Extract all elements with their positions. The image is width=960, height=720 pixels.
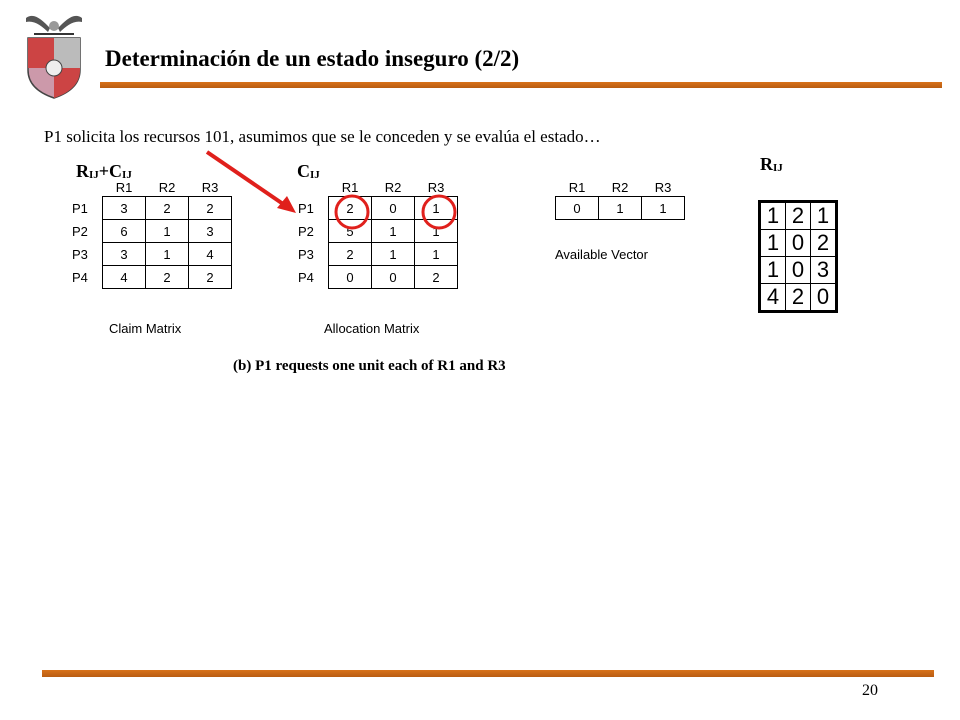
row-header: P2 [298,223,314,239]
row-header: P3 [298,246,314,262]
matrix-cell: 1 [760,230,786,257]
allocation-col-header: R2 [384,179,402,195]
arrow-head-icon [277,196,296,213]
row-header: P1 [298,200,314,216]
claim-label-c-sub: IJ [122,169,132,181]
matrix-cell: 2 [811,230,837,257]
matrix-cell: 1 [811,202,837,230]
row-header: P4 [72,269,88,285]
matrix-cell: 2 [146,266,189,289]
matrix-cell: 0 [786,230,811,257]
page-number: 20 [862,682,878,699]
matrix-cell: 1 [372,220,415,243]
claim-col-header: R2 [158,179,176,195]
claim-label-r: R [76,161,89,181]
vector-cell: 1 [599,197,642,220]
matrix-cell: 2 [786,284,811,312]
row-header: P4 [298,269,314,285]
highlight-circle [423,196,455,228]
matrix-cell: 3 [189,220,232,243]
matrix-cell: 2 [189,197,232,220]
row-header: P2 [72,223,88,239]
matrix-cell: 2 [329,197,372,220]
available-caption: Available Vector [555,247,648,262]
matrix-cell: 6 [103,220,146,243]
available-col-header: R3 [654,179,672,195]
matrix-cell: 1 [415,243,458,266]
matrix-cell: 1 [372,243,415,266]
matrix-cell: 3 [811,257,837,284]
highlight-arrow [207,152,286,206]
need-label-sub: IJ [773,162,783,174]
matrix-cell: 4 [760,284,786,312]
claim-caption: Claim Matrix [109,321,182,336]
slide-title: Determinación de un estado inseguro (2/2) [105,46,520,71]
matrix-cell: 2 [786,202,811,230]
matrix-cell: 0 [811,284,837,312]
matrix-cell: 1 [146,220,189,243]
matrix-cell: 0 [786,257,811,284]
matrix-cell: 4 [103,266,146,289]
allocation-label-sub: IJ [310,169,320,181]
available-col-header: R1 [568,179,586,195]
matrix-cell: 2 [146,197,189,220]
available-col-header: R2 [611,179,629,195]
matrix-cell: 2 [415,266,458,289]
allocation-label-c: C [297,161,310,181]
vector-cell: 1 [642,197,685,220]
claim-label-c: C [109,161,123,181]
claim-label-r-sub: IJ [89,169,99,181]
claim-col-header: R3 [201,179,219,195]
allocation-col-header: R1 [341,179,359,195]
need-label-r: R [760,154,773,174]
matrix-cell: 0 [329,266,372,289]
matrix-cell: 4 [189,243,232,266]
matrix-cell: 1 [760,257,786,284]
row-header: P1 [72,200,88,216]
matrix-cell: 0 [372,266,415,289]
vector-cell: 0 [556,197,599,220]
matrix-cell: 3 [103,243,146,266]
row-header: P3 [72,246,88,262]
matrix-cell: 1 [415,220,458,243]
matrix-cell: 5 [329,220,372,243]
highlight-circle [336,196,368,228]
matrix-cell: 1 [415,197,458,220]
claim-label-plus: + [98,161,110,181]
figure-caption: (b) P1 requests one unit each of R1 and R3 [233,358,506,374]
matrix-cell: 2 [329,243,372,266]
matrix-cell: 3 [103,197,146,220]
footer-divider [42,670,934,677]
allocation-col-header: R3 [427,179,445,195]
matrix-cell: 1 [760,202,786,230]
matrix-cell: 2 [189,266,232,289]
matrix-cell: 1 [146,243,189,266]
matrix-cell: 0 [372,197,415,220]
intro-text: P1 solicita los recursos 101, asumimos que se le conceden y se evalúa el estado… [44,127,601,146]
claim-col-header: R1 [115,179,133,195]
allocation-caption: Allocation Matrix [324,321,420,336]
